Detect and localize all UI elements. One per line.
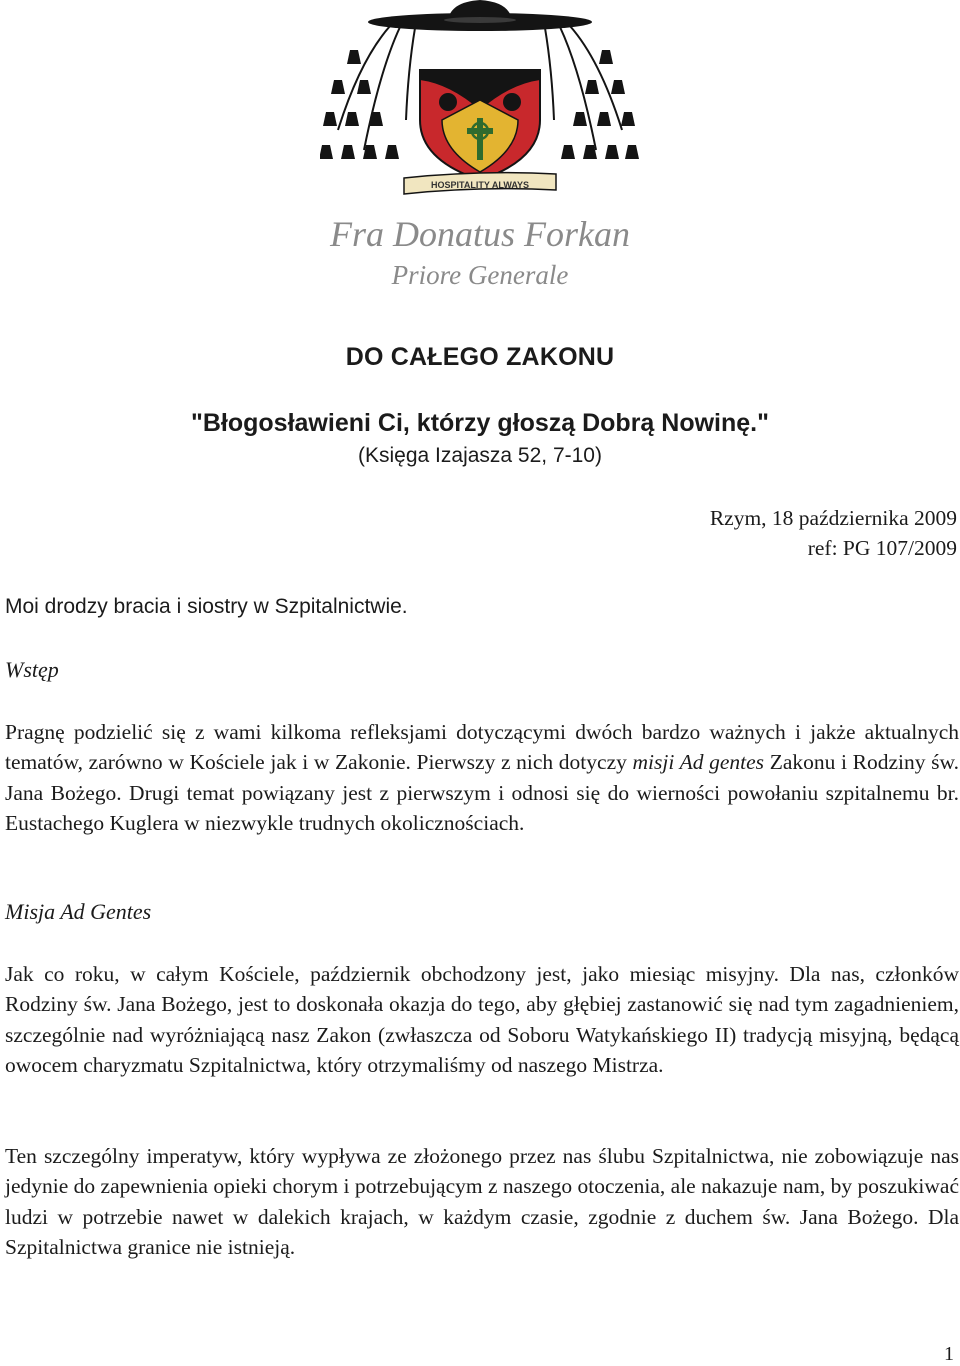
letterhead-crest — [320, 0, 640, 305]
paragraph-mission-1: Jak co roku, w całym Kościele, październik obchodzony jest, jako miesiąc misyjny. Dla nas, członków Rodziny św. Jana Bożego, jest to doskonała okazja do tego, aby głębiej zastanowić się nad tym zagadnieniem, szczególnie nad wyróżniającą nasz Zakon (zwłaszcza od Soboru Watykańskiego II) tradycją misyjną, będącą owocem charyzmatu Szpitalnictwa, który otrzymaliśmy od naszego Mistrza. — [5, 962, 959, 1077]
epigraph-source: (Księga Izajasza 52, 7-10) — [358, 444, 602, 467]
paragraph-emphasis: misji Ad gentes — [632, 750, 765, 775]
motto-text: HOSPITALITY ALWAYS — [430, 180, 530, 190]
reference-number: ref: PG 107/2009 — [807, 536, 957, 560]
page-number: 1 — [944, 1343, 954, 1365]
salutation: Moi drodzy bracia i siostry w Szpitalnictwie. — [5, 595, 408, 618]
paragraph-text: Zakonu i Rodziny św. Jana Bożego. Drugi temat powiązany jest z pierwszym i odnosi się do wierności powołaniu szpitalnemu br. Eustachego Kuglera w niezwykle trudnych okolicznościach. — [5, 750, 959, 835]
paragraph-text: Pragnę podzielić się z wami kilkoma refleksjami dotyczącymi dwóch bardzo ważnych i jakże aktualnych tematów, zarówno w Kościele jak i w Zakonie. Pierwszy z nich dotyczy — [5, 720, 959, 775]
galero-hat-icon — [368, 0, 592, 31]
section-heading-introduction: Wstęp — [5, 657, 59, 682]
tassels-left-icon — [320, 50, 399, 159]
signature-role: Priore Generale — [391, 260, 569, 290]
epigraph-quote: "Błogosławieni Ci, którzy głoszą Dobrą Nowinę." — [191, 409, 769, 437]
signature-name: Fra Donatus Forkan — [330, 214, 630, 254]
tassels-right-icon — [561, 50, 639, 159]
document-title: DO CAŁEGO ZAKONU — [345, 343, 615, 371]
section-heading-mission: Misja Ad Gentes — [5, 899, 152, 924]
paragraph-introduction — [5, 717, 959, 838]
shield-icon — [420, 70, 540, 180]
paragraph-mission-2: Ten szczególny imperatyw, który wypływa ze złożonego przez nas ślubu Szpitalnictwa, nie zobowiązuje nas jedynie do zapewnienia opieki chorym i potrzebującym z naszego otoczenia, ale nakazuje nam, by poszukiwać ludzi w potrzebie nawet w dalekich krajach, w każdym czasie, zgodnie z duchem św. Jana Bożego. Dla Szpitalnictwa granice nie istnieją. — [5, 1144, 959, 1259]
place-date: Rzym, 18 października 2009 — [709, 506, 957, 530]
motto-banner — [404, 173, 556, 194]
